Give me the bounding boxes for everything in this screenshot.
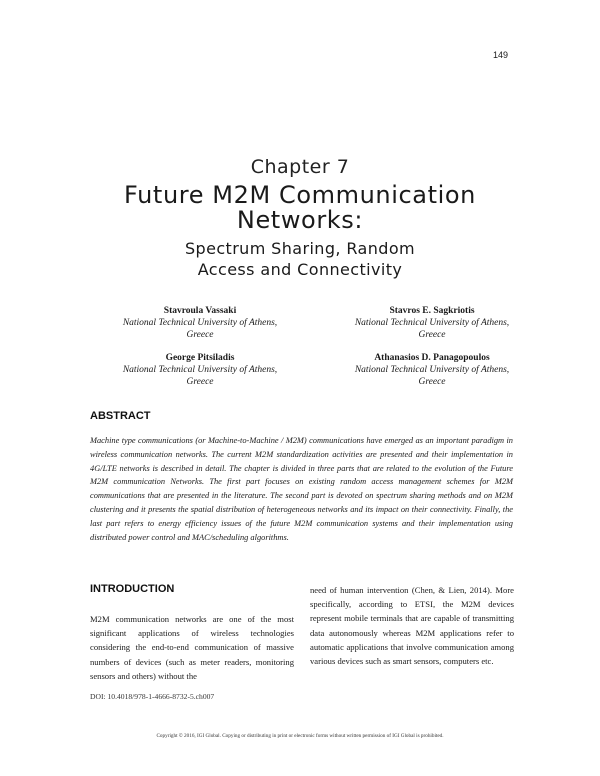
abstract-body: Machine type communications (or Machine-to-Machine / M2M) communications have emerged as an important paradigm in wireless communication networks. The current M2M standardization activities are presented and their implementation in 4G/LTE networks is described in detail. The chapter is divided in three parts that are related to the evolution of the Future M2M communication Networks. The first part focuses on existing random access management schemes for M2M communications that are presented in the literature. The second part is devoted on spectrum sharing methods and on M2M clustering and it presents the spatial distribution of heterogeneous networks and its impact on their connectivity. Finally, the last part refers to energy efficiency issues of the future M2M communication systems and their implementation using distributed power control and MAC/scheduling algorithms. [90,436,513,542]
author-country: Greece [418,330,446,340]
author-country: Greece [186,330,214,340]
copyright-notice: Copyright © 2016, IGI Global. Copying or distributing in print or electronic forms without written permission of IGI Global is prohibited. [156,733,444,739]
author-name: George Pitsiladis [165,353,235,363]
chapter-subtitle-line-1: Spectrum Sharing, Random [184,239,416,258]
author-block [327,352,537,388]
author-block [95,352,305,388]
author-name: Athanasios D. Panagopoulos [374,353,490,363]
introduction-left-column: M2M communication networks are one of the most significant applications of wireless technologies considering the end-to-end communication of massive numbers of devices (such as meter readers, monitoring sensors and others) without the [90,614,294,681]
abstract-heading: ABSTRACT [90,410,151,422]
chapter-subtitle [0,238,600,280]
author-block [95,305,305,341]
author-affiliation: National Technical University of Athens, [122,318,278,328]
author-country: Greece [418,377,446,387]
chapter-subtitle-line-2: Access and Connectivity [197,260,403,279]
page-number: 149 [492,50,508,60]
chapter-title-line-1: Future M2M Communication [124,181,476,209]
author-name: Stavros E. Sagkriotis [389,306,475,316]
author-affiliation: National Technical University of Athens, [122,365,278,375]
introduction-right-column: need of human intervention (Chen, & Lien, 2014). More specifically, according to ETSI, the M2M devices represent mobile terminals that are capable of transmitting data autonomously whereas M2M applications refer to automatic applications that involve communication among various devices such as smart sensors, computers etc. [310,585,514,667]
author-affiliation: National Technical University of Athens, [354,318,510,328]
chapter-title [0,183,600,233]
author-affiliation: National Technical University of Athens, [354,365,510,375]
introduction-heading: INTRODUCTION [90,583,175,595]
author-block [327,305,537,341]
doi: DOI: 10.4018/978-1-4666-8732-5.ch007 [90,692,215,701]
chapter-label: Chapter 7 [250,156,350,178]
author-name: Stavroula Vassaki [163,306,237,316]
chapter-title-line-2: Networks: [236,206,364,234]
author-country: Greece [186,377,214,387]
